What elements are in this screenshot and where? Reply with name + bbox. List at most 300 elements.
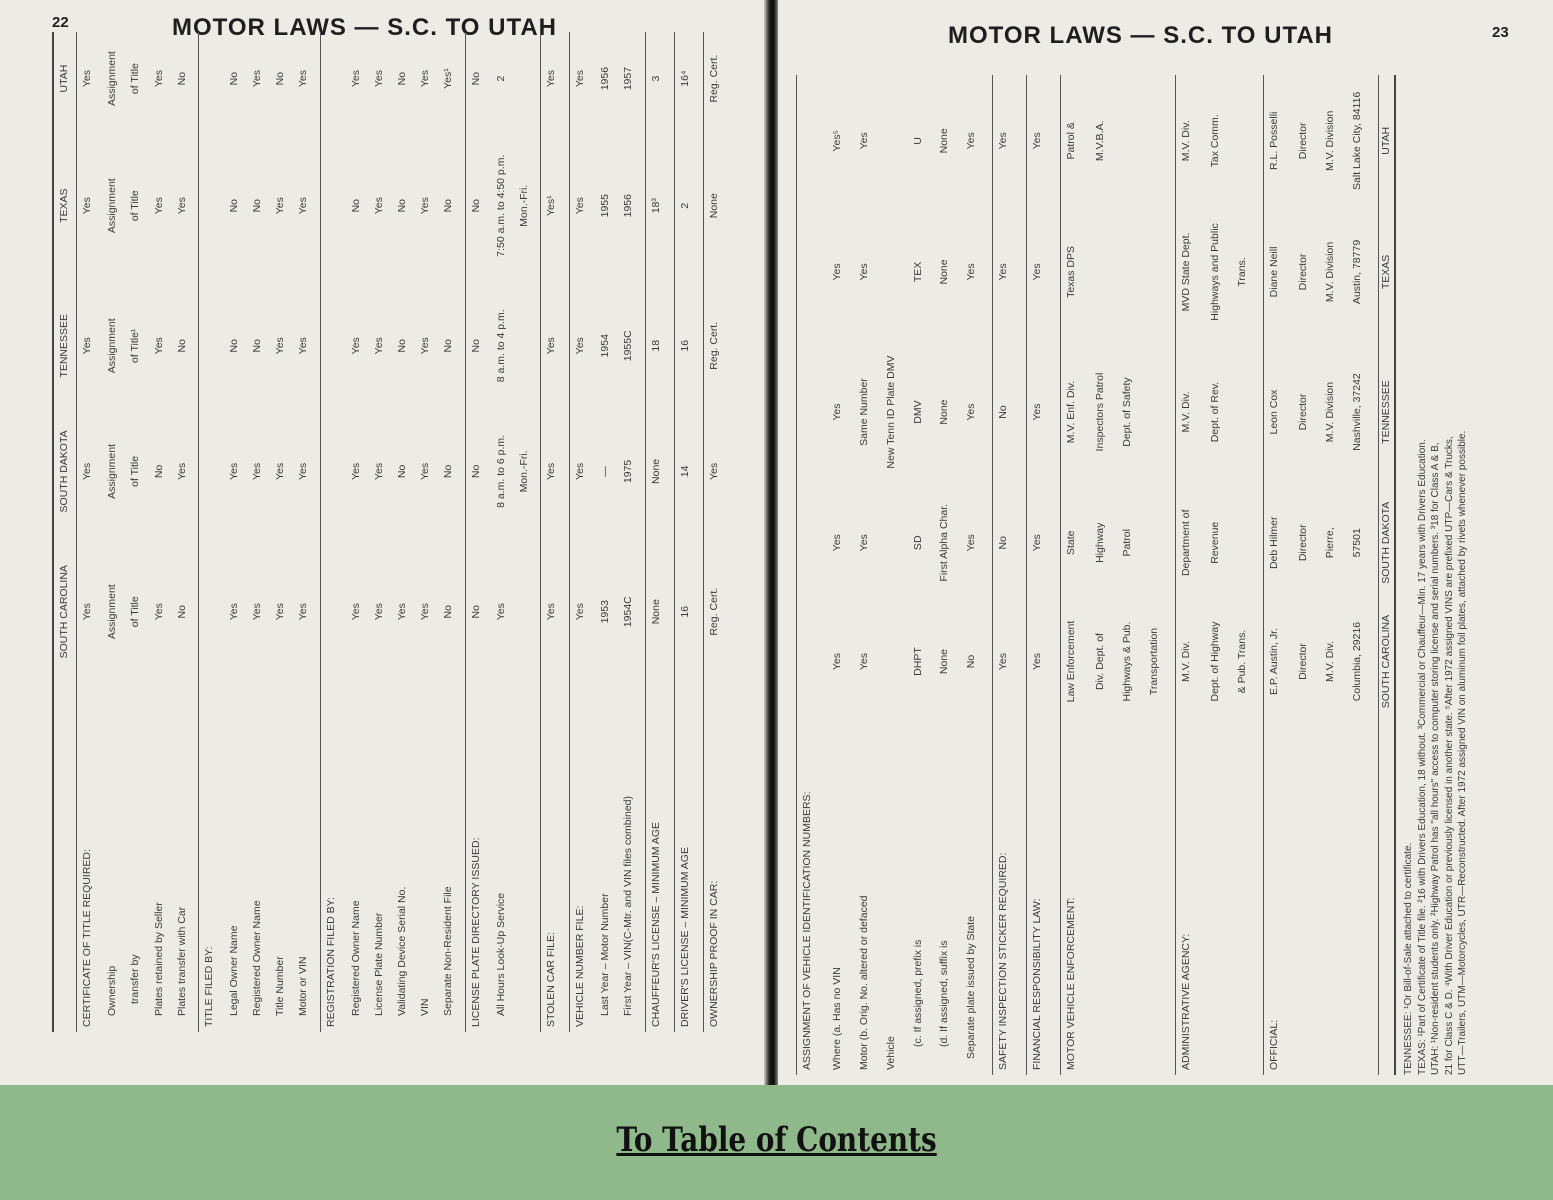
table-cell: Yes: [830, 263, 843, 281]
right-table-container: [796, 75, 1470, 1075]
table-cell: Yes: [541, 32, 570, 125]
table-cell: M.V. Enf. Div.: [1060, 337, 1093, 487]
table-cell: Yes: [1026, 599, 1060, 725]
row-label: OWNERSHIP PROOF IN CAR:: [703, 686, 732, 1032]
page-title-left: MOTOR LAWS — S.C. TO UTAH: [172, 14, 557, 41]
table-cell: Yes: [274, 197, 287, 215]
column-header: UTAH: [53, 32, 77, 125]
table-cell: None: [938, 259, 951, 285]
table-cell: Director: [1297, 253, 1310, 291]
table-row: [273, 32, 296, 1032]
row-label: Registered Owner Name: [349, 900, 362, 1016]
row-label: FINANCIAL RESPONSIBILITY LAW:: [1026, 724, 1060, 1075]
table-cell: Same Number: [857, 378, 870, 446]
table-cell: [797, 599, 830, 725]
table-cell: Yes: [228, 603, 241, 621]
left-page: [0, 0, 770, 1085]
row-label: TITLE FILED BY:: [199, 686, 227, 1032]
row-label: [517, 686, 541, 1032]
table-row: [517, 32, 541, 1032]
column-header: TEXAS: [53, 125, 77, 286]
table-cell: [517, 286, 541, 405]
row-label: LICENSE PLATE DIRECTORY ISSUED:: [465, 686, 493, 1032]
row-label: First Year – VIN(C-Mtr. and VIN files combined): [622, 796, 635, 1016]
table-row: [911, 75, 938, 1075]
table-row: [857, 75, 884, 1075]
table-cell: 16: [674, 286, 703, 405]
table-cell: 1956: [599, 66, 612, 91]
table-cell: Director: [1297, 122, 1310, 160]
table-row: [1235, 75, 1263, 1075]
table-cell: No: [152, 464, 165, 479]
footnote-line: UTT—Trailers, UTM—Motorcycles, UTR—Reconstructed. After 1972 assigned VIN on aluminum foil plates, attached by rivets whenever possible.: [1457, 430, 1468, 1075]
table-cell: Yes: [494, 603, 507, 621]
table-cell: No: [228, 339, 241, 353]
table-row: [1093, 75, 1120, 1075]
table-cell: Yes: [372, 603, 385, 621]
table-cell: 14: [674, 405, 703, 537]
table-cell: Yes: [570, 286, 598, 405]
table-cell: TEX: [911, 261, 924, 283]
table-cell: M.V.B.A.: [1094, 120, 1107, 162]
table-cell: Yes: [175, 197, 188, 215]
table-cell: 16⁴: [674, 32, 703, 125]
table-cell: 8 a.m. to 4 p.m.: [494, 309, 507, 383]
table-cell: Yes: [349, 603, 362, 621]
table-cell: Yes: [77, 32, 105, 125]
table-cell: Yes: [1026, 337, 1060, 487]
table-cell: [1235, 75, 1263, 207]
footnote-line: TENNESSEE: ¹Or Bill-of-Sale attached to certificate.: [1403, 842, 1414, 1075]
table-cell: Yes: [830, 534, 843, 552]
table-cell: 1955C: [622, 330, 635, 362]
table-cell: Yes: [274, 603, 287, 621]
table-cell: M.V. Div.: [1175, 337, 1208, 487]
footnotes: [1402, 75, 1470, 1075]
table-cell: [320, 125, 348, 286]
table-cell: DMV: [911, 400, 924, 424]
table-cell: M.V. Div.: [1175, 75, 1208, 207]
row-label: DRIVER'S LICENSE – MINIMUM AGE: [674, 686, 703, 1032]
table-cell: Yes: [349, 70, 362, 88]
table-cell: Yes: [419, 70, 432, 88]
table-cell: Inspectors Patrol: [1094, 372, 1107, 452]
table-cell: No: [175, 71, 188, 86]
row-label: STOLEN CAR FILE:: [541, 686, 570, 1032]
row-label: [1208, 724, 1235, 1075]
table-row: [250, 32, 273, 1032]
table-row: [105, 32, 128, 1032]
table-cell: 1953: [599, 600, 612, 624]
table-cell: Pierre,: [1324, 527, 1337, 559]
table-cell: [320, 405, 348, 537]
row-label: Validating Device Serial No.: [396, 886, 409, 1016]
table-cell: Yes: [77, 538, 105, 686]
row-label: Plates retained by Seller: [152, 902, 165, 1016]
table-cell: 1956: [622, 194, 635, 218]
table-cell: Assignment: [106, 178, 119, 234]
table-cell: SD: [911, 535, 924, 551]
table-cell: Yes: [297, 462, 310, 480]
table-cell: Yes: [419, 197, 432, 215]
table-cell: No: [465, 286, 493, 405]
table-of-contents-link[interactable]: To Table of Contents: [616, 1120, 937, 1160]
table-cell: [1120, 75, 1147, 207]
table-cell: Yes: [274, 462, 287, 480]
row-label: Plates transfer with Car: [175, 906, 188, 1016]
table-cell: 18: [645, 286, 674, 405]
table-cell: No: [251, 339, 264, 353]
column-footer: TEXAS: [1378, 207, 1395, 338]
row-label: [1235, 724, 1263, 1075]
table-cell: [797, 207, 830, 338]
table-cell: Leon Cox: [1263, 337, 1296, 487]
table-cell: No: [175, 605, 188, 619]
table-cell: Columbia, 29216: [1351, 621, 1364, 702]
table-cell: Revenue: [1209, 521, 1222, 564]
left-motor-laws-table: [52, 32, 732, 1032]
table-cell: Yes⁵: [830, 130, 843, 152]
table-cell: [199, 125, 227, 286]
table-row: [1175, 75, 1208, 1075]
table-cell: Reg. Cert.: [703, 32, 732, 125]
table-cell: Yes: [541, 286, 570, 405]
row-label: [1323, 724, 1350, 1075]
table-cell: Yes: [297, 603, 310, 621]
table-cell: Dept. of Rev.: [1209, 381, 1222, 443]
table-row: [349, 32, 372, 1032]
table-row: [570, 32, 598, 1032]
table-cell: M.V. Div.: [1324, 641, 1337, 682]
table-cell: Highways and Public: [1209, 223, 1222, 321]
table-cell: Yes: [1026, 75, 1060, 207]
table-cell: No: [274, 71, 287, 86]
table-cell: Yes: [372, 462, 385, 480]
table-cell: Reg. Cert.: [703, 286, 732, 405]
table-cell: [1147, 487, 1175, 599]
table-row: [1060, 75, 1093, 1075]
table-cell: Yes: [992, 75, 1026, 207]
table-cell: Highway: [1094, 522, 1107, 563]
table-cell: Yes: [152, 603, 165, 621]
table-cell: [320, 286, 348, 405]
table-cell: Yes: [372, 197, 385, 215]
right-motor-laws-table: [796, 75, 1396, 1075]
footnote-line: TEXAS: ¹Part of Certificate of Title file. ²16 with Drivers Education, 18 without. ³Commercial or Chauffeur—Min. 17 years with Drivers Education.: [1416, 439, 1428, 1075]
table-cell: [797, 337, 830, 487]
table-cell: Yes: [965, 403, 978, 421]
table-cell: Yes: [274, 337, 287, 355]
row-label: [1120, 724, 1147, 1075]
row-label: License Plate Number: [372, 912, 385, 1016]
table-cell: No: [992, 337, 1026, 487]
table-row: [1323, 75, 1350, 1075]
table-cell: Yes: [77, 286, 105, 405]
table-cell: Yes: [251, 70, 264, 88]
table-row: [703, 32, 732, 1032]
table-cell: Mon.-Fri.: [517, 450, 530, 493]
table-cell: No: [965, 654, 978, 669]
table-cell: No: [396, 339, 409, 353]
table-cell: Yes: [857, 652, 870, 671]
row-label: [1147, 724, 1175, 1075]
table-cell: Deb Hilmer: [1263, 487, 1296, 599]
table-row: [1026, 75, 1060, 1075]
table-cell: No: [396, 71, 409, 86]
table-cell: Yes: [297, 337, 310, 355]
table-cell: Yes: [297, 197, 310, 215]
table-cell: State: [1060, 487, 1093, 599]
table-row: [296, 32, 320, 1032]
row-label: Vehicle: [884, 1036, 897, 1070]
table-cell: Yes: [152, 70, 165, 88]
table-row: [152, 32, 175, 1032]
table-cell: First Alpha Char.: [938, 503, 951, 582]
table-row: [541, 32, 570, 1032]
table-row: [964, 75, 992, 1075]
table-row: [441, 32, 465, 1032]
table-row: [77, 32, 105, 1032]
table-cell: No: [465, 405, 493, 537]
table-row: [1147, 75, 1175, 1075]
table-cell: No: [349, 198, 362, 213]
row-label: [1093, 724, 1120, 1075]
table-cell: [1093, 207, 1120, 338]
table-row: [418, 32, 441, 1032]
table-row: [494, 32, 517, 1032]
row-label: Separate Non-Resident File: [442, 886, 455, 1016]
table-cell: [797, 75, 830, 207]
table-cell: M.V. Division: [1324, 110, 1337, 171]
row-label: Ownership: [106, 965, 119, 1016]
footnote-line: 21 for Class C & D. ⁴With Driver Education or previously licensed in another state. ⁵After 1972 assigned VINS are prefixed UTP—Cars & Trucks,: [1443, 436, 1455, 1075]
table-row: [465, 32, 493, 1032]
row-label: Legal Owner Name: [228, 925, 241, 1016]
table-cell: Div. Dept. of: [1094, 633, 1107, 691]
table-cell: 18³: [645, 125, 674, 286]
table-cell: 7:50 a.m. to 4:50 p.m.: [494, 154, 507, 257]
table-cell: [1235, 337, 1263, 487]
table-cell: Trans.: [1236, 257, 1249, 287]
table-row: [1350, 75, 1378, 1075]
table-cell: of Title: [129, 596, 142, 628]
table-cell: —: [599, 466, 612, 477]
table-cell: Yes: [152, 197, 165, 215]
table-cell: Yes: [570, 125, 598, 286]
table-cell: Patrol &: [1060, 75, 1093, 207]
table-cell: E.P. Austin, Jr.: [1263, 599, 1296, 725]
table-cell: 2: [494, 75, 507, 82]
table-cell: 1954C: [622, 596, 635, 628]
table-cell: Assignment: [106, 51, 119, 107]
row-label: SAFETY INSPECTION STICKER REQUIRED:: [992, 724, 1026, 1075]
page-number-left: 22: [52, 14, 69, 31]
table-cell: Yes: [570, 538, 598, 686]
table-cell: No: [228, 198, 241, 213]
page-number-right: 23: [1492, 24, 1509, 41]
row-label: OFFICIAL:: [1263, 724, 1296, 1075]
table-cell: 1975: [622, 459, 635, 484]
table-cell: M.V. Division: [1324, 381, 1337, 443]
table-cell: Assignment: [106, 318, 119, 374]
row-label: Motor (b. Orig. No. altered or defaced: [857, 895, 870, 1070]
table-cell: Yes: [1026, 207, 1060, 338]
column-footer: SOUTH CAROLINA: [1378, 599, 1395, 725]
table-cell: Assignment: [106, 444, 119, 499]
table-cell: Assignment: [106, 584, 119, 640]
table-cell: No: [175, 339, 188, 353]
table-cell: No: [442, 605, 455, 619]
table-cell: of Title: [129, 455, 142, 487]
table-cell: [320, 32, 348, 125]
table-row: [395, 32, 418, 1032]
table-cell: Highways & Pub.: [1121, 621, 1134, 702]
table-cell: Yes: [396, 603, 409, 621]
footnote-line: UTAH: ¹Non-resident students only. ²Highway Patrol has "all hours" access to computer storing license and serial numbers. ³18 for Class A & B,: [1430, 442, 1441, 1075]
table-cell: Yes: [857, 263, 870, 281]
row-label: Last Year – Motor Number: [599, 893, 612, 1016]
table-cell: [884, 207, 911, 338]
table-cell: [884, 75, 911, 207]
corner-cell: [1378, 724, 1395, 1075]
row-label: REGISTRATION FILED BY:: [320, 686, 348, 1032]
table-cell: No: [442, 339, 455, 353]
table-cell: Transportation: [1148, 627, 1161, 696]
table-cell: Texas DPS: [1060, 207, 1093, 338]
table-row: [797, 75, 830, 1075]
table-cell: Yes: [372, 70, 385, 88]
table-cell: [1147, 337, 1175, 487]
table-row: [1296, 75, 1323, 1075]
column-header: SOUTH DAKOTA: [53, 405, 77, 537]
table-cell: Tax Comm.: [1209, 114, 1222, 168]
table-cell: Yes: [419, 337, 432, 355]
table-row: [992, 75, 1026, 1075]
column-footer: TENNESSEE: [1378, 337, 1395, 487]
row-label: Where (a. Has no VIN: [830, 967, 843, 1070]
table-cell: of Title¹: [129, 328, 142, 363]
table-cell: None: [703, 125, 732, 286]
table-cell: Yes: [965, 132, 978, 150]
table-cell: U: [911, 137, 924, 145]
table-cell: Yes: [349, 337, 362, 355]
table-cell: [320, 538, 348, 686]
table-cell: None: [938, 128, 951, 154]
table-cell: Yes: [992, 207, 1026, 338]
table-cell: Yes: [419, 462, 432, 480]
table-cell: Yes: [251, 603, 264, 621]
table-cell: Yes: [228, 462, 241, 480]
table-cell: 1955: [599, 194, 612, 218]
table-row: [937, 75, 964, 1075]
table-row: [199, 32, 227, 1032]
table-cell: Yes: [152, 337, 165, 355]
table-cell: Yes: [830, 403, 843, 421]
table-cell: Law Enforcement: [1060, 599, 1093, 725]
table-cell: Yes: [857, 132, 870, 150]
corner-cell: [53, 686, 77, 1032]
row-label: (c. If assigned, prefix is: [911, 939, 924, 1047]
row-label: Motor or VIN: [297, 956, 310, 1016]
table-cell: [517, 538, 541, 686]
table-cell: Director: [1297, 393, 1310, 431]
table-cell: None: [938, 399, 951, 425]
table-cell: [199, 32, 227, 125]
table-row: [621, 32, 645, 1032]
row-label: CHAUFFEUR'S LICENSE – MINIMUM AGE: [645, 686, 674, 1032]
table-cell: No: [992, 487, 1026, 599]
table-cell: No: [442, 198, 455, 213]
table-cell: Dept. of Safety: [1121, 377, 1134, 447]
table-cell: Yes: [1026, 487, 1060, 599]
table-cell: Director: [1297, 643, 1310, 680]
table-cell: Department of: [1175, 487, 1208, 599]
table-cell: [199, 286, 227, 405]
table-cell: [1235, 487, 1263, 599]
table-cell: of Title: [129, 63, 142, 95]
row-label: All Hours Look-Up Service: [494, 892, 507, 1016]
table-cell: No: [465, 538, 493, 686]
row-label: ASSIGNMENT OF VEHICLE IDENTIFICATION NUMBERS:: [797, 724, 830, 1075]
table-cell: Yes: [349, 462, 362, 480]
table-cell: M.V. Division: [1324, 241, 1337, 303]
table-cell: 1957: [622, 66, 635, 91]
table-row: [674, 32, 703, 1032]
table-cell: [1147, 75, 1175, 207]
table-cell: Patrol: [1121, 529, 1134, 557]
table-cell: Austin, 78779: [1351, 239, 1364, 305]
column-footer: UTAH: [1378, 75, 1395, 207]
table-cell: [199, 538, 227, 686]
table-cell: Yes: [992, 599, 1026, 725]
table-row: [1263, 75, 1296, 1075]
table-cell: Mon.-Fri.: [517, 184, 530, 227]
table-cell: Director: [1297, 524, 1310, 562]
table-cell: MVD State Dept.: [1175, 207, 1208, 338]
table-cell: [884, 487, 911, 599]
table-cell: Salt Lake City, 84116: [1351, 91, 1364, 190]
row-label: MOTOR VEHICLE ENFORCEMENT:: [1060, 724, 1093, 1075]
table-row: [884, 75, 911, 1075]
table-cell: No: [465, 125, 493, 286]
table-row: [227, 32, 250, 1032]
table-cell: None: [938, 648, 951, 675]
table-cell: [1120, 207, 1147, 338]
table-cell: 2: [674, 125, 703, 286]
table-cell: Reg. Cert.: [703, 538, 732, 686]
table-cell: 57501: [1351, 528, 1364, 558]
table-row: [1208, 75, 1235, 1075]
row-label: CERTIFICATE OF TITLE REQUIRED:: [77, 686, 105, 1032]
table-cell: Nashville, 37242: [1351, 373, 1364, 451]
table-cell: of Title: [129, 190, 142, 222]
table-cell: R.L. Posselli: [1263, 75, 1296, 207]
table-cell: Yes: [251, 462, 264, 480]
table-cell: 3: [645, 32, 674, 125]
table-cell: [797, 487, 830, 599]
table-cell: No: [396, 198, 409, 213]
table-cell: Diane Neill: [1263, 207, 1296, 338]
table-cell: 16: [674, 538, 703, 686]
row-label: Separate plate issued by State: [965, 915, 978, 1059]
table-cell: Yes: [570, 405, 598, 537]
table-row: [128, 32, 151, 1032]
table-row: [1120, 75, 1147, 1075]
table-cell: None: [645, 538, 674, 686]
row-label: ADMINISTRATIVE AGENCY:: [1175, 724, 1208, 1075]
table-cell: [884, 599, 911, 725]
page-title-right: MOTOR LAWS — S.C. TO UTAH: [948, 22, 1333, 49]
